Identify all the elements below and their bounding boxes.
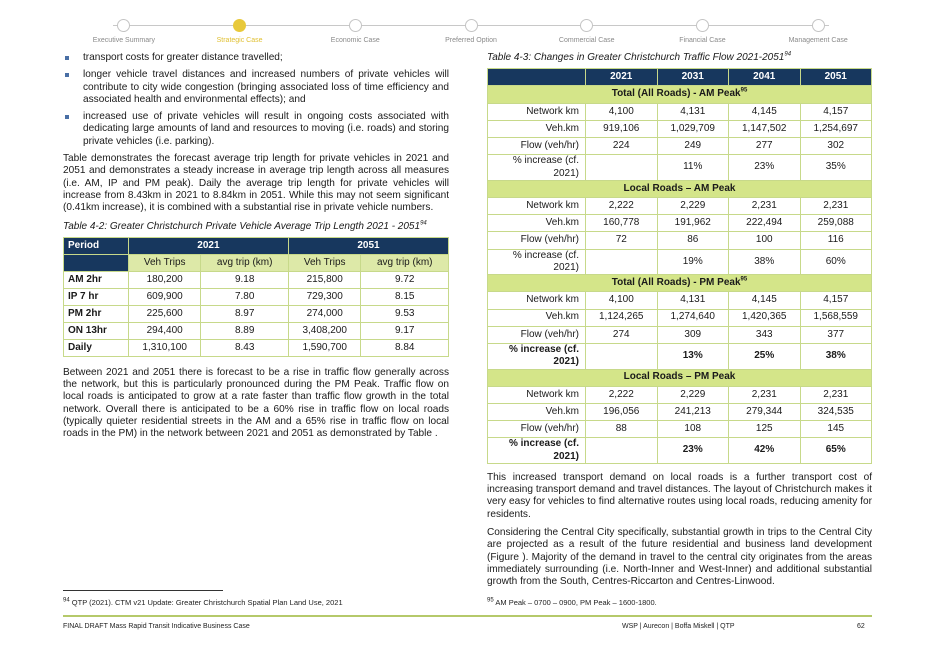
metric-label: % increase (cf. 2021)	[488, 249, 586, 275]
table-row	[64, 322, 449, 339]
table-row	[64, 339, 449, 356]
subheader-blank	[64, 254, 129, 271]
section-title-text: Total (All Roads) - PM Peak	[611, 277, 741, 289]
footnote-ref: 95	[740, 88, 748, 95]
table-cell: 9.18	[201, 271, 289, 288]
table-cell: 274	[586, 326, 658, 343]
table-cell: 2,229	[657, 198, 729, 215]
metric-label: Veh.km	[488, 403, 586, 420]
table-cell: 23%	[657, 438, 729, 464]
row-label: IP 7 hr	[64, 288, 129, 305]
metric-label: Network km	[488, 103, 586, 120]
table-cell: 2,222	[586, 198, 658, 215]
metric-label: Flow (veh/hr)	[488, 421, 586, 438]
table-cell: 2,231	[800, 386, 872, 403]
nav-step-preferred-option[interactable]	[413, 16, 529, 44]
nav-step-financial-case[interactable]	[645, 16, 761, 44]
metric-label: Flow (veh/hr)	[488, 326, 586, 343]
table-cell: 1,420,365	[729, 309, 801, 326]
row-label: PM 2hr	[64, 305, 129, 322]
footnote-rule	[63, 590, 223, 591]
section-title-text: Local Roads – AM Peak	[623, 182, 736, 194]
metric-label: Flow (veh/hr)	[488, 138, 586, 155]
table-cell	[586, 438, 658, 464]
table-cell: 215,800	[288, 271, 361, 288]
step-label: Economic Case	[330, 37, 380, 44]
table-cell: 4,100	[586, 292, 658, 309]
footer-rule	[63, 615, 872, 617]
footnote-ref: 94	[420, 220, 427, 227]
table-row	[488, 155, 872, 181]
metric-label: Network km	[488, 386, 586, 403]
table-4-3-caption	[487, 52, 872, 64]
table-cell: 279,344	[729, 403, 801, 420]
step-label: Strategic Case	[216, 37, 263, 44]
table-cell: 3,408,200	[288, 322, 361, 339]
bullet-square-icon	[65, 56, 69, 60]
step-label: Management Case	[788, 37, 848, 44]
table-cell: 225,600	[128, 305, 201, 322]
table-cell: 4,157	[800, 292, 872, 309]
footnote-95	[487, 598, 657, 607]
table-cell: 249	[657, 138, 729, 155]
footer-authors: WSP | Aurecon | Boffa Miskell | QTP	[622, 623, 735, 630]
year-header: 2031	[657, 69, 729, 86]
table-cell: 60%	[800, 249, 872, 275]
table-cell: 2,229	[657, 386, 729, 403]
footnote-text: AM Peak – 0700 – 0900, PM Peak – 1600-1800.	[495, 598, 657, 607]
table-cell: 377	[800, 326, 872, 343]
table-cell: 191,962	[657, 215, 729, 232]
table-cell: 108	[657, 421, 729, 438]
bullet-square-icon	[65, 115, 69, 119]
table-cell: 4,157	[800, 103, 872, 120]
table-cell: 145	[800, 421, 872, 438]
table-row	[488, 326, 872, 343]
traffic-flow-table	[487, 68, 872, 464]
table-cell: 9.53	[361, 305, 449, 322]
table-row	[488, 215, 872, 232]
table-cell: 65%	[800, 438, 872, 464]
table-row	[64, 288, 449, 305]
table-cell: 2,231	[800, 198, 872, 215]
table-cell: 1,254,697	[800, 120, 872, 137]
section-title-text: Total (All Roads) - AM Peak	[611, 88, 741, 100]
bullet-text: transport costs for greater distance travelled;	[83, 52, 283, 63]
table-cell: 277	[729, 138, 801, 155]
year-header: 2051	[800, 69, 872, 86]
table-4-3-caption-text: Table 4-3: Changes in Greater Christchurch Traffic Flow 2021-2051	[487, 52, 785, 63]
step-label: Executive Summary	[92, 37, 155, 44]
table-cell: 25%	[729, 343, 801, 369]
table-cell: 343	[729, 326, 801, 343]
step-dot-icon	[349, 19, 362, 32]
blank-header	[488, 69, 586, 86]
subheader-cell: Veh Trips	[288, 254, 361, 271]
step-label: Preferred Option	[445, 37, 497, 44]
section-row	[488, 86, 872, 103]
table-row	[488, 198, 872, 215]
table-cell	[586, 155, 658, 181]
table-cell: 160,778	[586, 215, 658, 232]
table-row	[488, 138, 872, 155]
section-row	[488, 275, 872, 292]
table-row	[488, 421, 872, 438]
nav-step-strategic-case[interactable]	[182, 16, 298, 44]
table-cell: 2,231	[729, 198, 801, 215]
bullet-item	[63, 69, 449, 106]
metric-label: Veh.km	[488, 309, 586, 326]
left-column	[63, 52, 449, 447]
footnote-ref: 94	[784, 51, 792, 58]
footnote-ref: 95	[740, 276, 748, 283]
table-cell: 19%	[657, 249, 729, 275]
nav-step-economic-case[interactable]	[297, 16, 413, 44]
bullet-text: longer vehicle travel distances and increased numbers of private vehicles will contribute to city wide congestion (bringing associated loss of time efficiency and associated health and environmental effects); and	[83, 69, 449, 105]
period-header: Period	[64, 237, 129, 254]
table-4-2-caption-text: Table 4-2: Greater Christchurch Private Vehicle Average Trip Length 2021 - 2051	[63, 220, 421, 232]
subheader-cell: avg trip (km)	[201, 254, 289, 271]
table-row	[488, 120, 872, 137]
section-title-text: Local Roads – PM Peak	[623, 371, 736, 383]
table-cell: 4,145	[729, 292, 801, 309]
table-cell	[586, 343, 658, 369]
table-cell: 2,222	[586, 386, 658, 403]
table-row	[64, 271, 449, 288]
table-row	[488, 386, 872, 403]
footnote-number: 94	[63, 597, 70, 604]
step-dot-icon	[812, 19, 825, 32]
table-row	[488, 403, 872, 420]
table-cell: 9.17	[361, 322, 449, 339]
nav-step-executive-summary[interactable]	[66, 16, 182, 44]
table-cell: 729,300	[288, 288, 361, 305]
table-cell: 1,310,100	[128, 339, 201, 356]
bullet-item	[63, 52, 449, 64]
table-cell: 8.89	[201, 322, 289, 339]
footer-title: FINAL DRAFT Mass Rapid Transit Indicative Business Case	[63, 623, 250, 630]
subheader-cell: avg trip (km)	[361, 254, 449, 271]
table-cell: 1,568,559	[800, 309, 872, 326]
metric-label: % increase (cf. 2021)	[488, 155, 586, 181]
year-header: 2041	[729, 69, 801, 86]
bullet-square-icon	[65, 73, 69, 77]
table-cell: 302	[800, 138, 872, 155]
table-cell: 7.80	[201, 288, 289, 305]
table-cell: 609,900	[128, 288, 201, 305]
table-cell: 42%	[729, 438, 801, 464]
metric-label: % increase (cf. 2021)	[488, 438, 586, 464]
left-paragraph-2: Between 2021 and 2051 there is forecast to be a rise in traffic flow generally across the network, but this is particularly pronounced during the PM Peak. Traffic flow on local roads is anticipated to grow at a rate faster than traffic flow growth in the total network. Overall there is anticipated to be a 60% rise in traffic flow on local roads (typically quieter residential streets in the AM and a 65% rise in traffic flow on local roads in the PM) in the network between 2021 and 2051 as demonstrated by Table .	[63, 366, 449, 440]
table-cell: 100	[729, 232, 801, 249]
right-paragraph-2: Considering the Central City specifically, substantial growth in trips to the Central City are projected as a result of the future residential and business land development (Figure ). Majority of the demand in travel to the central city originates from the areas immediately surrounding (i.e. North-Inner and West-Inner) and additional substantial growth from the South, Centres-Riccarton and Centres-Linwood.	[487, 527, 872, 588]
table-cell: 1,029,709	[657, 120, 729, 137]
table-cell: 38%	[729, 249, 801, 275]
row-label: ON 13hr	[64, 322, 129, 339]
footnote-text: QTP (2021). CTM v21 Update: Greater Christchurch Spatial Plan Land Use, 2021	[71, 598, 343, 607]
table-cell: 125	[729, 421, 801, 438]
step-dot-icon	[580, 19, 593, 32]
page-number: 62	[857, 623, 865, 630]
table-cell: 9.72	[361, 271, 449, 288]
table-cell: 222,494	[729, 215, 801, 232]
table-cell: 38%	[800, 343, 872, 369]
step-dot-icon	[465, 19, 478, 32]
metric-label: Veh.km	[488, 215, 586, 232]
metric-label: Network km	[488, 198, 586, 215]
step-dot-icon	[233, 19, 246, 32]
table-cell	[586, 249, 658, 275]
bullet-item	[63, 111, 449, 148]
year-2021-header: 2021	[128, 237, 288, 254]
right-column	[487, 52, 872, 595]
table-cell: 35%	[800, 155, 872, 181]
table-cell: 1,147,502	[729, 120, 801, 137]
metric-label: Veh.km	[488, 120, 586, 137]
row-label: AM 2hr	[64, 271, 129, 288]
table-cell: 1,124,265	[586, 309, 658, 326]
table-row	[488, 232, 872, 249]
table-cell: 1,274,640	[657, 309, 729, 326]
table-cell: 8.84	[361, 339, 449, 356]
table-row	[488, 438, 872, 464]
section-row	[488, 369, 872, 386]
step-dot-icon	[117, 19, 130, 32]
table-row	[64, 305, 449, 322]
table-cell: 294,400	[128, 322, 201, 339]
year-2051-header: 2051	[288, 237, 448, 254]
year-header: 2021	[586, 69, 658, 86]
table-cell: 180,200	[128, 271, 201, 288]
table-cell: 4,131	[657, 103, 729, 120]
bullet-list	[63, 52, 449, 148]
nav-step-management-case[interactable]	[760, 16, 876, 44]
table-cell: 259,088	[800, 215, 872, 232]
table-cell: 88	[586, 421, 658, 438]
table-cell: 8.43	[201, 339, 289, 356]
table-4-2-caption	[63, 221, 449, 233]
metric-label: % increase (cf. 2021)	[488, 343, 586, 369]
table-cell: 86	[657, 232, 729, 249]
table-cell: 8.97	[201, 305, 289, 322]
table-row	[488, 309, 872, 326]
footnote-number: 95	[487, 597, 494, 604]
table-cell: 324,535	[800, 403, 872, 420]
table-row	[488, 292, 872, 309]
table-cell: 72	[586, 232, 658, 249]
table-cell: 196,056	[586, 403, 658, 420]
progress-nav	[66, 16, 876, 50]
table-cell: 116	[800, 232, 872, 249]
row-label: Daily	[64, 339, 129, 356]
subheader-cell: Veh Trips	[128, 254, 201, 271]
section-title	[488, 369, 872, 386]
table-cell: 309	[657, 326, 729, 343]
section-title	[488, 180, 872, 197]
table-cell: 23%	[729, 155, 801, 181]
nav-step-commercial-case[interactable]	[529, 16, 645, 44]
bullet-text: increased use of private vehicles will result in ongoing costs associated with dedicating large amounts of land and resources to moving (i.e. roads) and storing private vehicles (i.e. parking).	[83, 111, 449, 147]
table-cell: 224	[586, 138, 658, 155]
table-cell: 919,106	[586, 120, 658, 137]
table-cell: 274,000	[288, 305, 361, 322]
metric-label: Network km	[488, 292, 586, 309]
table-cell: 11%	[657, 155, 729, 181]
left-paragraph-1: Table demonstrates the forecast average trip length for private vehicles in 2021 and 2051 and demonstrates a steady increase in average trip length across all measures (i.e. AM, IP and PM peak). Daily the average trip length for private vehicles will increase from 8.43km in 2021 to 8.84km in 2051. While this may not seem significant (0.41km increase), it is combined with a substantial rise in private vehicle numbers.	[63, 153, 449, 214]
table-row	[488, 343, 872, 369]
step-label: Commercial Case	[558, 37, 615, 44]
table-cell: 13%	[657, 343, 729, 369]
table-cell: 4,100	[586, 103, 658, 120]
table-cell: 2,231	[729, 386, 801, 403]
step-label: Financial Case	[679, 37, 726, 44]
table-row	[488, 103, 872, 120]
table-cell: 4,131	[657, 292, 729, 309]
table-cell: 4,145	[729, 103, 801, 120]
table-cell: 8.15	[361, 288, 449, 305]
footnote-94	[63, 598, 343, 607]
section-title	[488, 275, 872, 292]
section-row	[488, 180, 872, 197]
table-cell: 1,590,700	[288, 339, 361, 356]
step-dot-icon	[696, 19, 709, 32]
right-paragraph-1: This increased transport demand on local roads is a further transport cost of increasing transport demand and travel distances. The layout of Christchurch makes it very easy for vehicles to find alternative routes using local roads, reducing amenity for residents.	[487, 471, 872, 520]
trip-length-table	[63, 237, 449, 357]
section-title	[488, 86, 872, 103]
table-cell: 241,213	[657, 403, 729, 420]
metric-label: Flow (veh/hr)	[488, 232, 586, 249]
table-row	[488, 249, 872, 275]
